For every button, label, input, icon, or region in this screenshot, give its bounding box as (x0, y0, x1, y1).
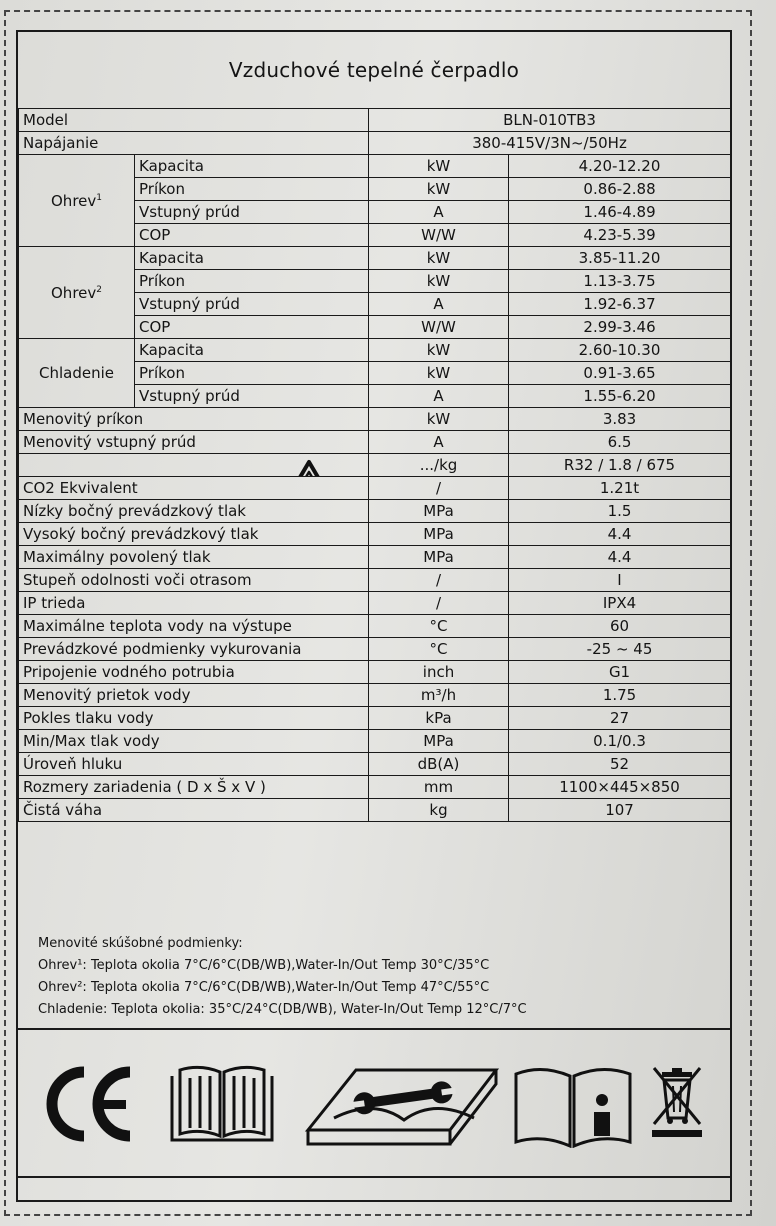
information-icon (512, 1062, 634, 1148)
value-cell: 2.60-10.30 (509, 339, 731, 362)
param-label: Pripojenie vodného potrubia (19, 661, 369, 684)
table-row (19, 753, 731, 776)
param-label: Vstupný prúd (135, 201, 369, 224)
value-cell: 107 (509, 799, 731, 822)
unit-cell: kW (369, 247, 509, 270)
unit-cell: W/W (369, 224, 509, 247)
value-cell: IPX4 (509, 592, 731, 615)
param-label: Úroveň hluku (19, 753, 369, 776)
group-name: Ohrev (51, 283, 97, 302)
param-label: Maximálne teplota vody na výstupe (19, 615, 369, 638)
table-row (19, 799, 731, 822)
value-cell: 1.55-6.20 (509, 385, 731, 408)
table-row (19, 707, 731, 730)
table-row (19, 638, 731, 661)
table-row (19, 109, 731, 132)
refrigerant-label-cell (19, 454, 369, 477)
unit-cell: A (369, 293, 509, 316)
param-label: Vstupný prúd (135, 293, 369, 316)
table-row (19, 247, 731, 270)
unit-cell: kW (369, 339, 509, 362)
unit-cell: °C (369, 615, 509, 638)
value-cell: 6.5 (509, 431, 731, 454)
rating-plate (16, 30, 732, 1202)
model-value: BLN-010TB3 (369, 109, 731, 132)
group-name: Ohrev (51, 191, 97, 210)
value-cell: 27 (509, 707, 731, 730)
param-label: Maximálny povolený tlak (19, 546, 369, 569)
unit-cell: / (369, 477, 509, 500)
param-label: Príkon (135, 178, 369, 201)
group-label (19, 339, 135, 408)
value-cell: 60 (509, 615, 731, 638)
spec-table (18, 108, 731, 822)
notes-line-ohrev1: Ohrev¹: Teplota okolia 7°C/6°C(DB/WB),Water-In/Out Temp 30°C/35°C (38, 958, 490, 973)
value-cell: 4.20-12.20 (509, 155, 731, 178)
value-cell: 3.85-11.20 (509, 247, 731, 270)
unit-cell: MPa (369, 523, 509, 546)
unit-cell: m³/h (369, 684, 509, 707)
table-row (19, 569, 731, 592)
param-label: Kapacita (135, 155, 369, 178)
unit-cell: kPa (369, 707, 509, 730)
table-row (19, 776, 731, 799)
value-cell: 1.13-3.75 (509, 270, 731, 293)
service-manual-icon (304, 1062, 500, 1152)
unit-cell: inch (369, 661, 509, 684)
table-row (19, 500, 731, 523)
table-row (19, 546, 731, 569)
table-row (19, 661, 731, 684)
table-row (19, 339, 731, 362)
ce-mark-icon (44, 1064, 136, 1144)
value-cell: R32 / 1.8 / 675 (509, 454, 731, 477)
param-label: COP (135, 224, 369, 247)
value-cell: 4.4 (509, 546, 731, 569)
value-cell: 0.86-2.88 (509, 178, 731, 201)
value-cell: 52 (509, 753, 731, 776)
param-label: Pokles tlaku vody (19, 707, 369, 730)
unit-cell: mm (369, 776, 509, 799)
flammable-warning-icon (259, 458, 359, 477)
value-cell: 1.92-6.37 (509, 293, 731, 316)
table-row (19, 132, 731, 155)
weee-crossed-bin-icon (648, 1062, 708, 1140)
model-label: Model (19, 109, 369, 132)
unit-cell: MPa (369, 546, 509, 569)
value-cell: 1100×445×850 (509, 776, 731, 799)
notes-line-ohrev2: Ohrev²: Teplota okolia 7°C/6°C(DB/WB),Water-In/Out Temp 47°C/55°C (38, 980, 490, 995)
plate-title: Vzduchové tepelné čerpadlo (228, 58, 520, 82)
param-label: Prevádzkové podmienky vykurovania (19, 638, 369, 661)
param-label: IP trieda (19, 592, 369, 615)
param-label: Vysoký bočný prevádzkový tlak (19, 523, 369, 546)
unit-cell: kg (369, 799, 509, 822)
group-label (19, 155, 135, 247)
group-superscript: 2 (96, 284, 102, 295)
value-cell: 2.99-3.46 (509, 316, 731, 339)
power-supply-value: 380-415V/3N~/50Hz (369, 132, 731, 155)
unit-cell: kW (369, 362, 509, 385)
param-label: Kapacita (135, 247, 369, 270)
notes-line-chladenie: Chladenie: Teplota okolia: 35°C/24°C(DB/WB), Water-In/Out Temp 12°C/7°C (38, 1002, 527, 1017)
unit-cell: dB(A) (369, 753, 509, 776)
table-row (19, 730, 731, 753)
unit-cell: kW (369, 408, 509, 431)
param-label: Menovitý prietok vody (19, 684, 369, 707)
value-cell: 1.21t (509, 477, 731, 500)
table-row (19, 408, 731, 431)
unit-cell: / (369, 592, 509, 615)
unit-cell: MPa (369, 500, 509, 523)
param-label: Vstupný prúd (135, 385, 369, 408)
param-label: Stupeň odolnosti voči otrasom (19, 569, 369, 592)
unit-cell: / (369, 569, 509, 592)
notes-heading: Menovité skúšobné podmienky: (38, 936, 243, 951)
unit-cell: A (369, 431, 509, 454)
value-cell: G1 (509, 661, 731, 684)
table-row (19, 477, 731, 500)
value-cell: 1.5 (509, 500, 731, 523)
unit-cell: kW (369, 270, 509, 293)
test-conditions-notes (18, 927, 730, 1030)
param-label: Čistá váha (19, 799, 369, 822)
param-label: Min/Max tlak vody (19, 730, 369, 753)
unit-cell: A (369, 201, 509, 224)
param-label: Nízky bočný prevádzkový tlak (19, 500, 369, 523)
unit-cell: °C (369, 638, 509, 661)
spec-table-body (19, 109, 731, 822)
value-cell: I (509, 569, 731, 592)
unit-cell: .../kg (369, 454, 509, 477)
table-row (19, 155, 731, 178)
value-cell: 4.4 (509, 523, 731, 546)
param-label: COP (135, 316, 369, 339)
table-row (19, 431, 731, 454)
certification-icons (18, 1032, 730, 1178)
table-row (19, 592, 731, 615)
param-label: Menovitý príkon (19, 408, 369, 431)
unit-cell: A (369, 385, 509, 408)
group-superscript: 1 (96, 192, 102, 203)
param-label: Príkon (135, 270, 369, 293)
value-cell: 1.75 (509, 684, 731, 707)
param-label: Kapacita (135, 339, 369, 362)
unit-cell: kW (369, 155, 509, 178)
power-supply-label: Napájanie (19, 132, 369, 155)
table-row (19, 615, 731, 638)
unit-cell: MPa (369, 730, 509, 753)
param-label: Príkon (135, 362, 369, 385)
unit-cell: W/W (369, 316, 509, 339)
value-cell: 0.91-3.65 (509, 362, 731, 385)
unit-cell: kW (369, 178, 509, 201)
param-label: Menovitý vstupný prúd (19, 431, 369, 454)
table-row (19, 454, 731, 477)
group-name: Chladenie (39, 364, 114, 382)
group-label (19, 247, 135, 339)
read-manual-icon (166, 1062, 278, 1146)
value-cell: 4.23-5.39 (509, 224, 731, 247)
param-label: Rozmery zariadenia ( D x Š x V ) (19, 776, 369, 799)
table-row (19, 684, 731, 707)
value-cell: -25 ~ 45 (509, 638, 731, 661)
param-label: CO2 Ekvivalent (19, 477, 369, 500)
value-cell: 1.46-4.89 (509, 201, 731, 224)
value-cell: 0.1/0.3 (509, 730, 731, 753)
value-cell: 3.83 (509, 408, 731, 431)
table-row (19, 523, 731, 546)
